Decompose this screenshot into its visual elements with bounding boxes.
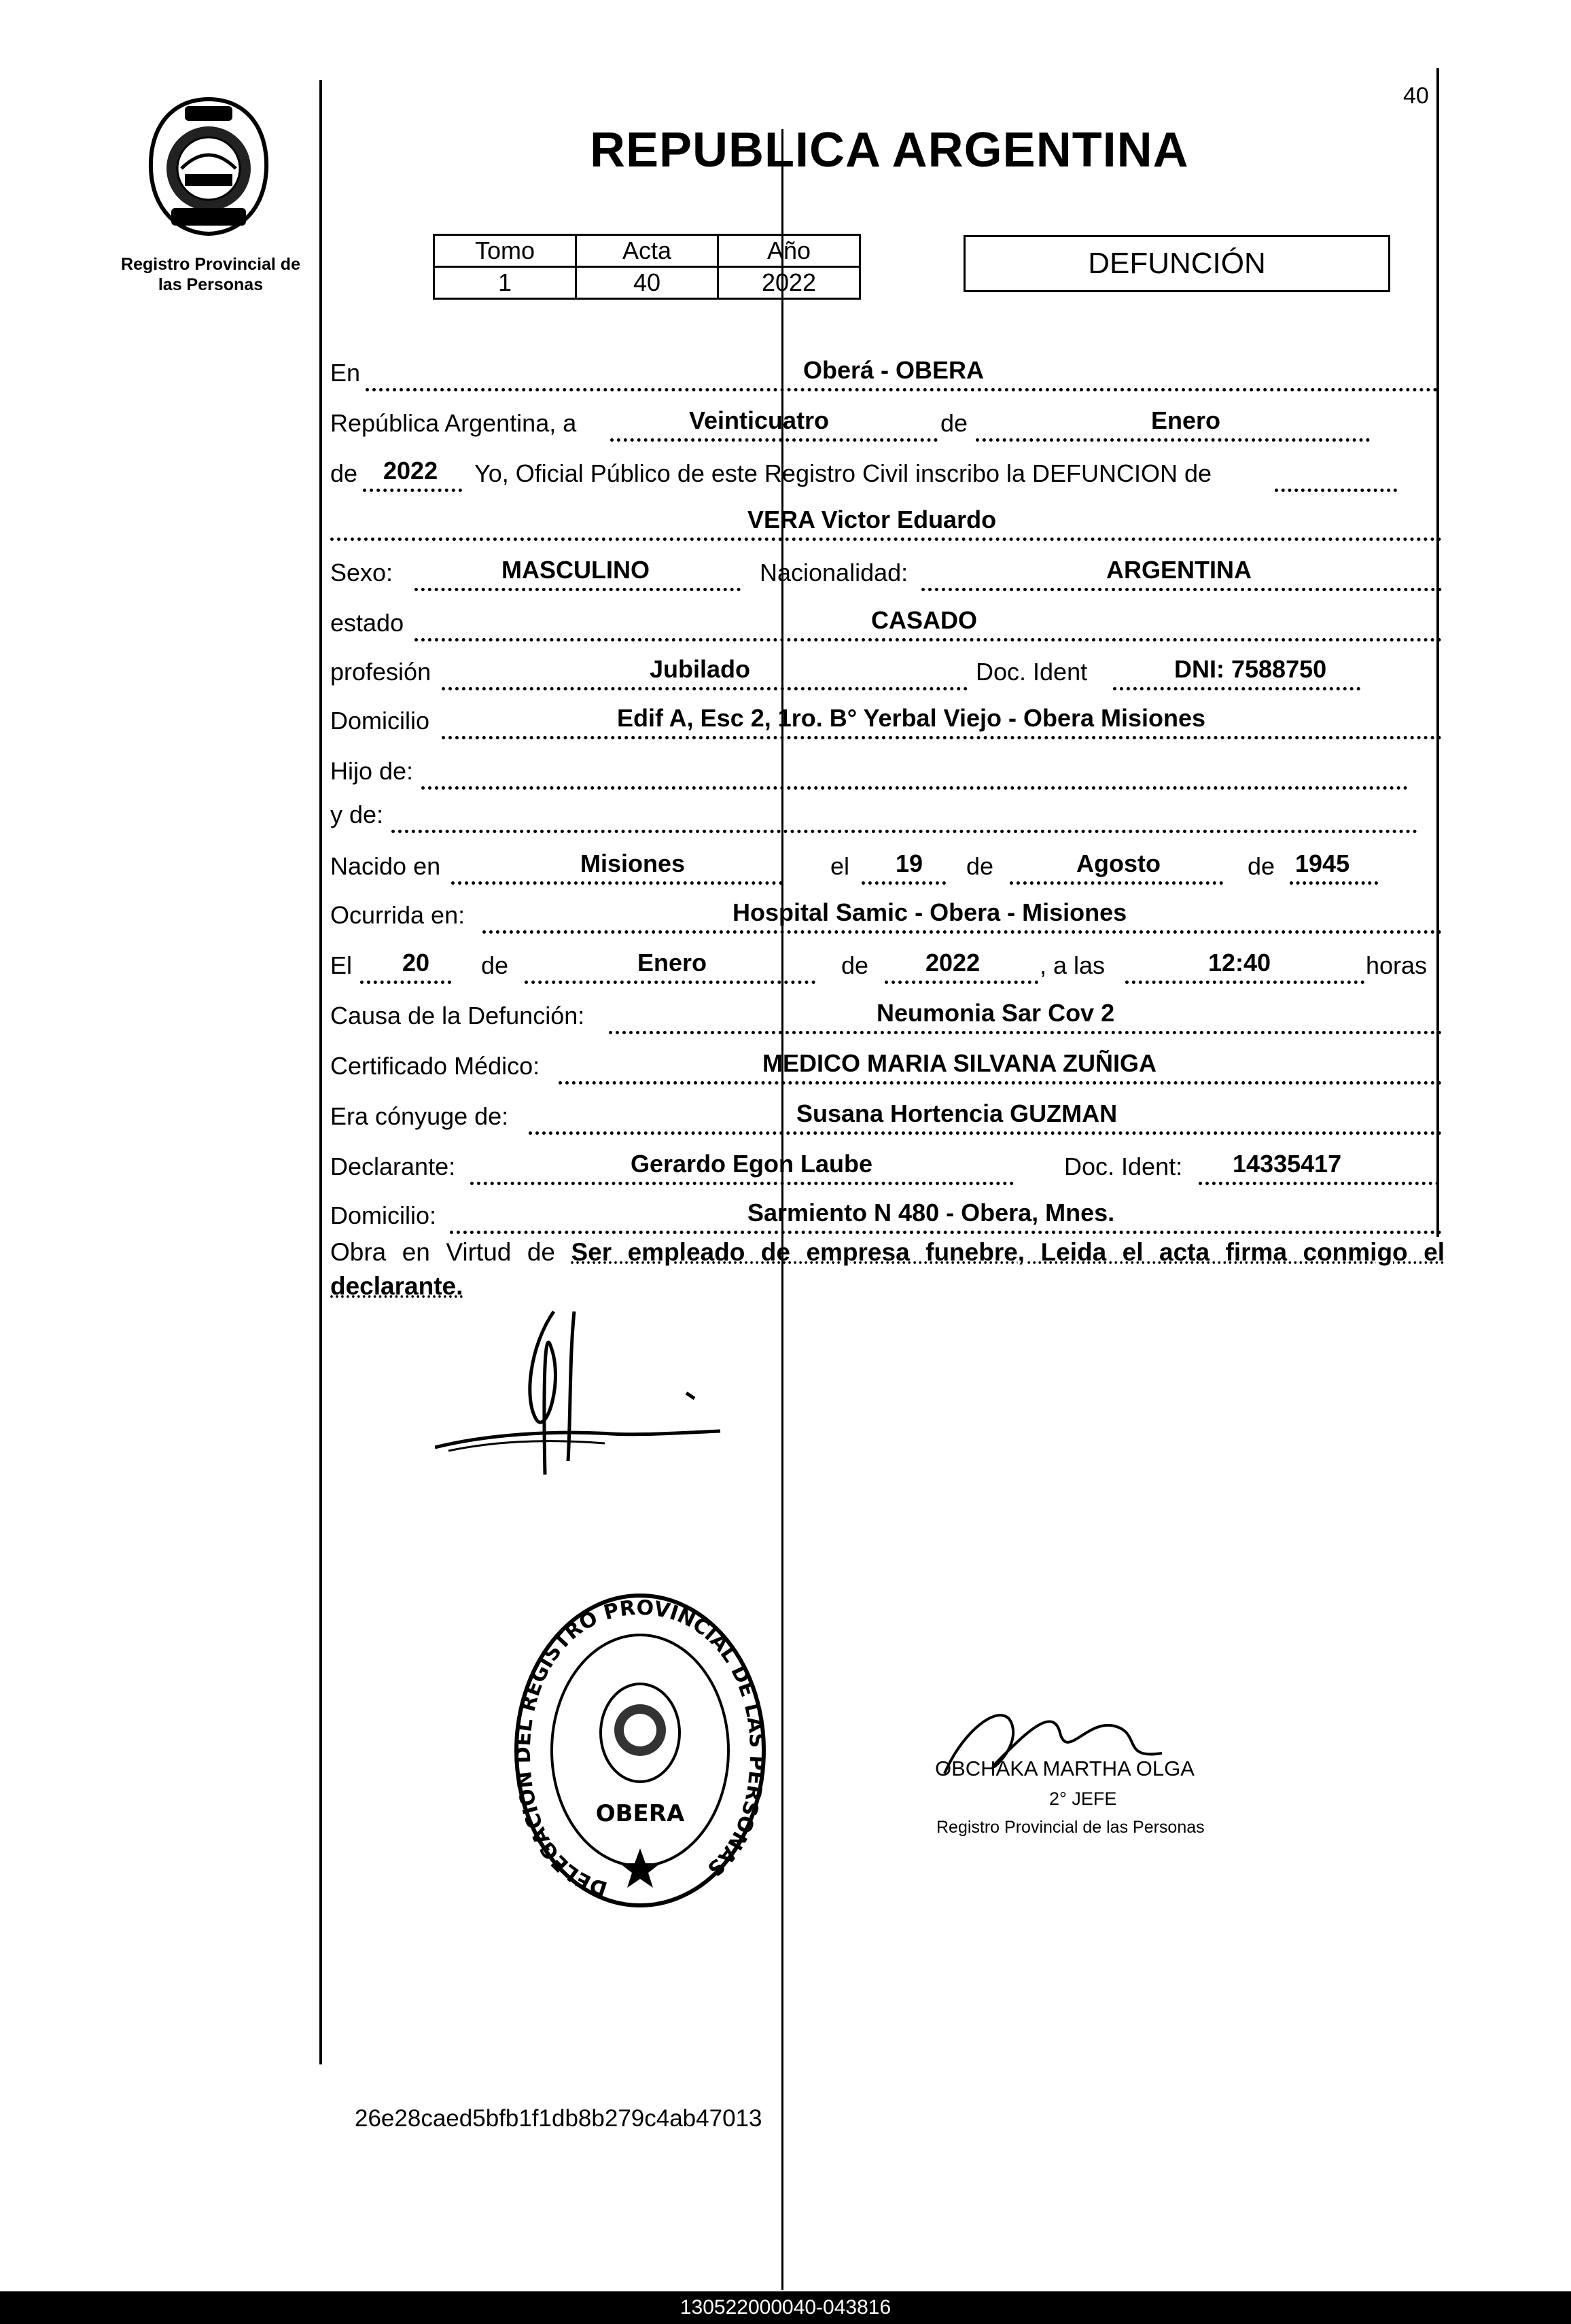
obra-paragraph [330,1235,1445,1303]
dotted-line [1125,981,1364,984]
profesion-label: profesión [330,658,431,686]
official-signature [435,1305,727,1543]
record-table [433,234,861,300]
left-margin-line [319,80,322,2064]
row-ocurrida [330,896,1442,936]
row-sexo [330,553,1442,594]
def-dia: 20 [402,949,430,976]
def-anio: 2022 [925,949,981,976]
record-header-acta: Acta [576,235,718,267]
nombre: VERA Victor Eduardo [747,506,997,533]
page-title: REPUBLICA ARGENTINA [590,123,1189,177]
nacionalidad: ARGENTINA [1106,556,1252,584]
dotted-line [442,687,968,690]
yde-label: y de: [330,800,384,828]
declarante: Gerardo Egon Laube [631,1150,873,1178]
de-label: de [940,409,968,437]
record-value-tomo: 1 [434,267,576,299]
de-label: de [330,459,358,487]
domicilio-label: Domicilio [330,707,430,735]
def-hora: 12:40 [1208,949,1271,976]
row-estado [330,603,1442,644]
signer-office: Registro Provincial de las Personas [936,1818,1205,1837]
declarante-label: Declarante: [330,1152,456,1180]
row-yo [330,454,1442,495]
row-yde [330,795,1442,836]
estado: CASADO [871,606,978,634]
row-en [330,353,1442,394]
provincia-misiones-logo [144,94,273,238]
row-nombre [330,503,1442,544]
nac-de2: de [1248,852,1275,880]
conyuge-label: Era cónyuge de: [330,1102,509,1130]
profesion: Jubilado [650,655,751,683]
row-causa [330,996,1442,1037]
seal-city: OBERA [595,1800,685,1827]
en-label: En [330,359,361,387]
doc2-label: Doc. Ident: [1064,1152,1183,1180]
row-profesion [330,652,1442,693]
ocurrida-label: Ocurrida en: [330,901,465,929]
dotted-line [921,588,1442,591]
alas-label: , a las [1040,951,1106,979]
dotted-line [1290,881,1378,885]
def-de2: de [841,951,869,979]
dotted-line [610,438,938,442]
nac-dia: 19 [896,849,923,877]
registry-caption-line1: Registro Provincial de [121,255,300,274]
dotted-line [451,881,783,885]
dotted-line [414,588,741,591]
obra-value: Ser empleado de empresa funebre, Leida el acta firma conmigo el declarante. [330,1238,1445,1300]
dotted-line [363,489,462,492]
sexo-label: Sexo: [330,559,393,586]
ocurrida: Hospital Samic - Obera - Misiones [732,898,1127,926]
nac-mes: Agosto [1076,849,1161,877]
doc-label: Doc. Ident [976,658,1088,686]
registry-caption-line2: las Personas [158,275,264,294]
dia-texto: Veinticuatro [689,406,830,434]
nac-anio: 1945 [1295,849,1350,877]
domicilio2-label: Domicilio: [330,1201,437,1229]
row-certificado [330,1046,1442,1087]
seal-ring-text: DELEGACION DEL REGISTRO PROVINCIAL DE LAS PERSONAS [511,1596,769,1901]
record-value-anio: 2022 [718,267,860,299]
el-label: el [830,852,850,880]
dotted-line [450,1231,1442,1234]
record-header-anio: Año [718,235,860,267]
dotted-line [559,1081,1442,1085]
footer-code: 130522000040-043816 [0,2291,1571,2324]
dotted-line [442,736,1442,739]
yo-text: Yo, Oficial Público de este Registro Civil inscribo la DEFUNCION de [474,459,1212,487]
causa-label: Causa de la Defunción: [330,1002,585,1029]
cert: MEDICO MARIA SILVANA ZUÑIGA [762,1049,1157,1077]
en-value: Oberá - OBERA [803,356,985,384]
dotted-line [1199,1182,1439,1185]
dotted-line [525,981,815,984]
dotted-line [360,981,451,984]
mes: Enero [1151,406,1221,434]
row-declarante [330,1147,1442,1188]
domicilio2: Sarmiento N 480 - Obera, Mnes. [747,1199,1115,1227]
registry-caption [116,254,306,295]
signer-name: OBCHAKA MARTHA OLGA [935,1757,1195,1780]
row-domicilio [330,701,1442,742]
signer-role: 2° JEFE [1049,1789,1117,1809]
doc2: 14335417 [1233,1150,1342,1178]
official-seal [511,1590,769,1911]
dotted-line [470,1182,1014,1185]
dotted-line [976,438,1370,442]
dotted-line [1010,881,1223,885]
row-republica [330,404,1442,444]
def-de1: de [481,951,509,979]
row-nacido [330,847,1442,887]
dotted-line [414,638,1442,641]
document-type-box: DEFUNCIÓN [964,235,1390,292]
document-hash: 26e28caed5bfb1f1db8b279c4ab47013 [355,2105,762,2132]
dotted-line [862,881,946,885]
record-header-tomo: Tomo [434,235,576,267]
horas-label: horas [1366,951,1428,979]
row-domicilio2 [330,1196,1442,1237]
nac-de1: de [966,852,994,880]
dotted-line [482,930,1442,934]
dotted-line [330,538,1442,541]
row-hijo [330,752,1442,792]
sexo: MASCULINO [501,556,650,584]
dotted-line [391,830,1417,833]
dotted-line [1275,489,1397,492]
dotted-line [421,786,1408,790]
nacido: Misiones [580,849,686,877]
row-conyuge [330,1097,1442,1138]
dotted-line [885,981,1038,984]
dotted-line [366,388,1438,391]
anio: 2022 [383,457,438,485]
page-number: 40 [1403,83,1429,109]
nacido-label: Nacido en [330,852,441,880]
doc: DNI: 7588750 [1174,655,1327,683]
republica-label: República Argentina, a [330,409,577,437]
record-value-acta: 40 [576,267,718,299]
dotted-line [1113,687,1360,690]
estado-label: estado [330,609,404,637]
def-mes: Enero [637,949,707,976]
domicilio: Edif A, Esc 2, 1ro. B° Yerbal Viejo - Obera Misiones [617,704,1206,732]
el2-label: El [330,951,353,979]
dotted-line [609,1031,1442,1034]
conyuge: Susana Hortencia GUZMAN [796,1099,1118,1127]
dotted-line [529,1131,1442,1135]
obra-label: Obra en Virtud de [330,1238,555,1266]
cert-label: Certificado Médico: [330,1052,540,1080]
hijo-label: Hijo de: [330,757,414,785]
row-fecha [330,946,1442,987]
causa: Neumonia Sar Cov 2 [877,999,1115,1027]
nacionalidad-label: Nacionalidad: [760,559,908,586]
